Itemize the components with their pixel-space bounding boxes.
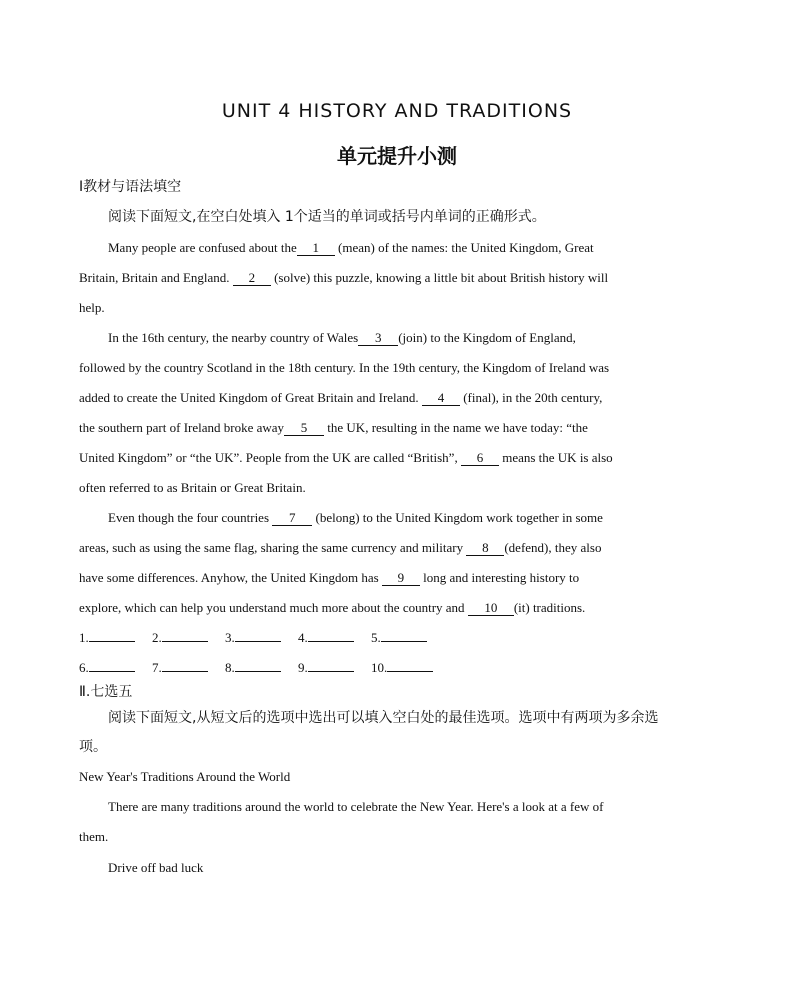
text-fragment: United Kingdom” or “the UK”. People from the UK are called “British”,: [79, 450, 461, 465]
passage-2-line: often referred to as Britain or Great Britain.: [79, 480, 306, 495]
text-fragment: the southern part of Ireland broke away: [79, 420, 285, 435]
answer-slot-5[interactable]: [371, 630, 427, 646]
text-fragment: (it) traditions.: [513, 600, 586, 615]
passage-2-line: [108, 330, 576, 346]
answer-slot-3[interactable]: [225, 630, 281, 646]
passage-title: New Year's Traditions Around the World: [79, 769, 291, 784]
answer-number: 1.: [79, 630, 89, 645]
answer-slot-4[interactable]: [298, 630, 354, 646]
passage-2-line: [79, 450, 613, 466]
answer-number: 5.: [371, 630, 381, 645]
text-fragment: added to create the United Kingdom of Great Britain and Ireland.: [79, 390, 422, 405]
answer-slot-6[interactable]: [79, 660, 135, 676]
passage-3-line: [79, 600, 585, 616]
passage-2-line: [79, 390, 602, 406]
passage-3-line: [79, 540, 601, 556]
answer-number: 8.: [225, 660, 235, 675]
passage-2-line: followed by the country Scotland in the 18th century. In the 19th century, the Kingdom of Ireland was: [79, 360, 610, 375]
section-2-instruction-cont: 项。: [79, 739, 107, 755]
text-fragment: have some differences. Anyhow, the United Kingdom has: [79, 570, 382, 585]
text-fragment: (defend), they also: [504, 540, 602, 555]
answer-slot-8[interactable]: [225, 660, 281, 676]
text-fragment: Many people are confused about the: [108, 240, 297, 255]
answer-slot-9[interactable]: [298, 660, 354, 676]
blank-7: 7: [272, 511, 312, 526]
section-2-heading: Ⅱ.七选五: [79, 684, 133, 700]
passage-1-line: help.: [79, 300, 105, 315]
answer-number: 6.: [79, 660, 89, 675]
blank-1: 1: [297, 241, 335, 256]
answer-line: [235, 630, 281, 642]
passage-1-line: [108, 240, 594, 256]
text-fragment: explore, which can help you understand much more about the country and: [79, 600, 468, 615]
passage-1-line: [79, 270, 608, 286]
section-1-heading: Ⅰ教材与语法填空: [79, 179, 182, 195]
text-fragment: areas, such as using the same flag, sharing the same currency and military: [79, 540, 467, 555]
section-2-instruction: 阅读下面短文,从短文后的选项中选出可以填入空白处的最佳选项。选项中有两项为多余选: [108, 710, 659, 726]
blank-8: 8: [466, 541, 504, 556]
passage-3-line: [108, 510, 603, 526]
answer-number: 9.: [298, 660, 308, 675]
answer-slot-1[interactable]: [79, 630, 135, 646]
text-fragment: long and interesting history to: [419, 570, 580, 585]
text-fragment: (final), in the 20th century,: [459, 390, 603, 405]
passage-line: There are many traditions around the world to celebrate the New Year. Here's a look at a few of: [108, 799, 604, 814]
blank-4: 4: [422, 391, 460, 406]
text-fragment: means the UK is also: [498, 450, 613, 465]
unit-subtitle: 单元提升小测: [337, 144, 457, 168]
text-fragment: (join) to the Kingdom of England,: [398, 330, 576, 345]
passage-line: them.: [79, 829, 109, 844]
blank-9: 9: [382, 571, 420, 586]
answer-line: [308, 630, 354, 642]
passage-3-line: [79, 570, 579, 586]
blank-10: 10: [468, 601, 514, 616]
answer-line: [235, 660, 281, 672]
blank-5: 5: [284, 421, 324, 436]
blank-6: 6: [461, 451, 499, 466]
text-fragment: (mean) of the names: the United Kingdom, Great: [334, 240, 594, 255]
answer-slot-2[interactable]: [152, 630, 208, 646]
answer-line: [89, 660, 135, 672]
answer-number: 7.: [152, 660, 162, 675]
passage-2-line: [79, 420, 588, 436]
text-fragment: the UK, resulting in the name we have today: “the: [324, 420, 588, 435]
answer-number: 2.: [152, 630, 162, 645]
answer-line: [162, 660, 208, 672]
answer-number: 10.: [371, 660, 388, 675]
passage-subheading: Drive off bad luck: [108, 860, 204, 875]
section-1-instruction: 阅读下面短文,在空白处填入 1个适当的单词或括号内单词的正确形式。: [108, 209, 546, 225]
blank-3: 3: [358, 331, 398, 346]
blank-2: 2: [233, 271, 271, 286]
answer-line: [387, 660, 433, 672]
answer-line: [162, 630, 208, 642]
answer-line: [308, 660, 354, 672]
unit-title: UNIT 4 HISTORY AND TRADITIONS: [221, 100, 573, 122]
answer-number: 3.: [225, 630, 235, 645]
answer-line: [89, 630, 135, 642]
text-fragment: Britain, Britain and England.: [79, 270, 233, 285]
answer-slot-10[interactable]: [371, 660, 433, 676]
answer-slot-7[interactable]: [152, 660, 208, 676]
text-fragment: (solve) this puzzle, knowing a little bit about British history will: [270, 270, 609, 285]
answer-line: [381, 630, 427, 642]
text-fragment: Even though the four countries: [108, 510, 273, 525]
text-fragment: In the 16th century, the nearby country of Wales: [108, 330, 359, 345]
text-fragment: (belong) to the United Kingdom work together in some: [312, 510, 603, 525]
answer-number: 4.: [298, 630, 308, 645]
